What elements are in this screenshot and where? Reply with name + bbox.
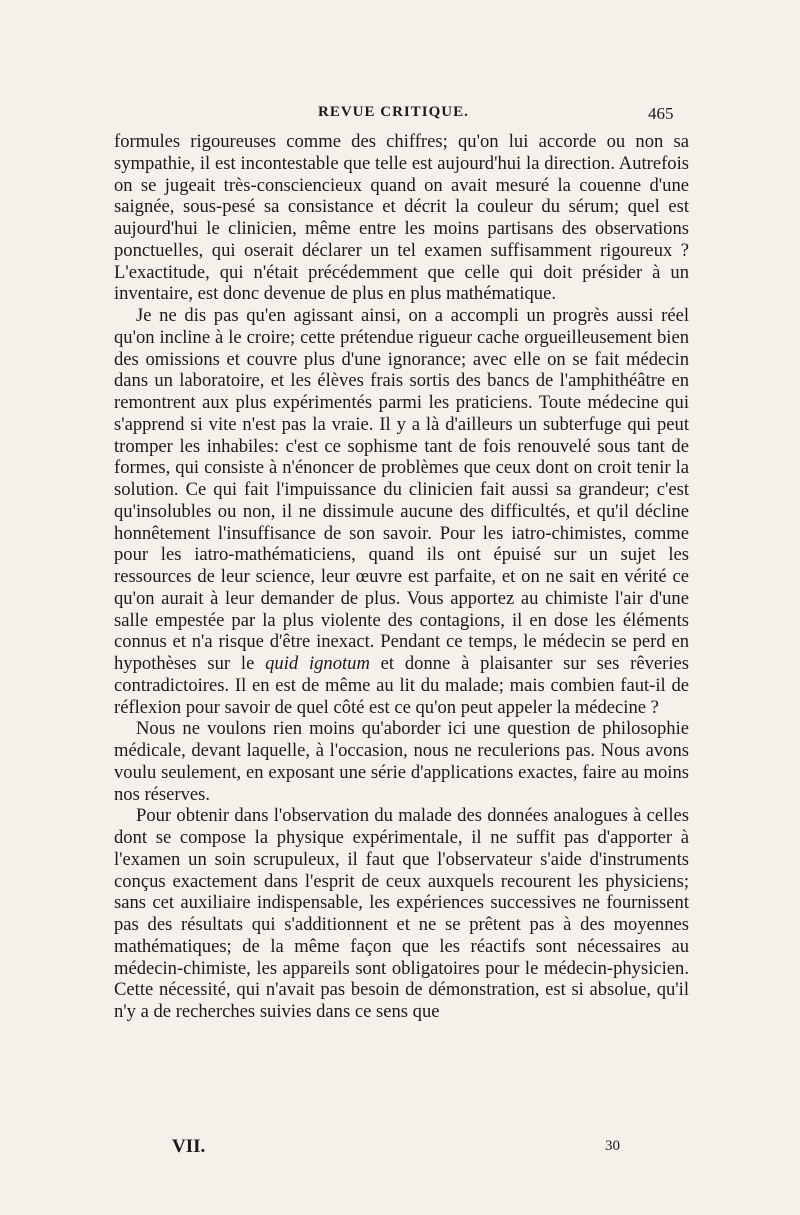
sheet-number: 30 bbox=[605, 1138, 620, 1154]
volume-mark: VII. bbox=[172, 1136, 206, 1157]
page-footer bbox=[0, 1136, 800, 1162]
paragraph-continued: formules rigoureuses comme des chiffres; qu'on lui accorde ou non sa sympathie, il est incontestable que telle est aujourd'hui la direction. Autrefois on se jugeait très-consciencieux quand on avait mesuré la couenne d'une saignée, sous-pesé sa consistance et décrit la couleur du sérum; quel est aujourd'hui le clinicien, même entre les moins partisans des observations ponctuelles, qui oserait déclarer un tel examen suffisamment rigoureux ? L'exactitude, qui n'était précédemment que celle qui doit présider à un inventaire, est donc devenue de plus en plus mathématique. bbox=[114, 131, 689, 305]
paragraph-reserves: Nous ne voulons rien moins qu'aborder ici une question de philosophie médicale, devant laquelle, à l'occasion, nous ne reculerions pas. Nous avons voulu seulement, en exposant une série d'applications exactes, faire au moins nos réserves. bbox=[114, 718, 689, 805]
paragraph-instruments: Pour obtenir dans l'observation du malade des données analogues à celles dont se compose la physique expérimentale, il ne suffit pas d'apporter à l'examen un soin scrupuleux, il faut que l'observateur s'aide d'instruments conçus exactement dans l'esprit de ceux auxquels recourent les physiciens; sans cet auxiliaire indispensable, les expériences successives ne fournissent pas des résultats qui s'additionnent et ne se prêtent pas à des moyennes mathématiques; de la même façon que les réactifs sont nécessaires au médecin-chimiste, les appareils sont obligatoires pour le médecin-physicien. Cette nécessité, qui n'avait pas besoin de démonstration, est si absolue, qu'il n'y a de recherches suivies dans ce sens que bbox=[114, 805, 689, 1022]
paragraph-text: Je ne dis pas qu'en agissant ainsi, on a accompli un progrès aussi réel qu'on incline à le croire; cette prétendue rigueur cache orgueilleusement bien des omissions et couvre plus d'une ignorance; avec elle on se fait médecin dans un laboratoire, et les élèves frais sortis des bancs de l'amphithéâtre en remontrent aux plus expérimentés parmi les praticiens. Toute médecine qui s'apprend si vite n'est pas la vraie. Il y a là d'ailleurs un subterfuge qui peut tromper les inhabiles: c'est ce sophisme tant de fois renouvelé sous tant de formes, qui consiste à n'énoncer de problèmes que ceux dont on croit tenir la solution. Ce qui fait l'impuissance du clinicien fait aussi sa grandeur; c'est qu'insolubles ou non, il ne dissimule aucune des difficultés, et qu'il décline honnêtement l'insuffisance de son savoir. Pour les iatro-chimistes, comme pour les iatro-mathématiciens, quand ils ont épuisé sur un sujet les ressources de leur science, leur œuvre est parfaite, et on ne sait en vérité ce qu'on aurait à leur demander de plus. Vous apportez au chimiste l'air d'une salle empestée par la plus violente des contagions, il en dose les éléments connus et n'a risque d'être inexact. Pendant ce temps, le médecin se perd en hypothèses sur le bbox=[114, 305, 689, 674]
paragraph-text-end: et donne à plaisanter sur ses rêveries contradictoires. Il en est de même au lit du malade; mais combien faut-il de réflexion pour savoir de quel côté est ce qu'on peut appeler la médecine ? bbox=[114, 653, 689, 718]
page-header bbox=[0, 104, 800, 128]
latin-phrase: quid ignotum bbox=[265, 653, 370, 674]
page-number: 465 bbox=[648, 104, 674, 123]
paragraph-iatro-chimistes bbox=[114, 305, 689, 718]
body-text bbox=[114, 131, 689, 1023]
running-title: REVUE CRITIQUE. bbox=[318, 104, 469, 120]
